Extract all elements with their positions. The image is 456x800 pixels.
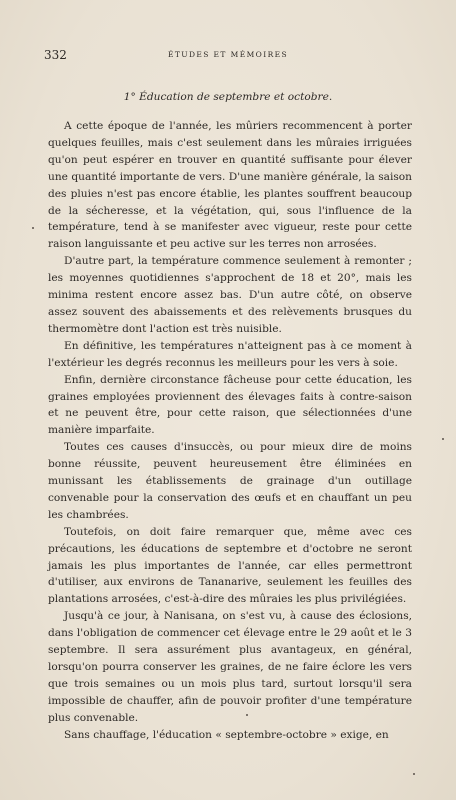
paper-speck: [32, 227, 34, 229]
paragraph: Sans chauffage, l'éducation « septembre-octobre » exige, en: [64, 728, 389, 741]
paragraph: Jusqu'à ce jour, à Nanisana, on s'est vu, à cause des éclosions, dans l'obligation de commencer cet élevage entre le 29 août et le 3 septembre. Il sera assurément plus avantageux, en général, lorsqu'on pourra conserver les graines, de ne faire éclore les vers que trois semaines ou un mois plus tard, surtout lorsqu'il sera impossible de chauffer, afin de pouvoir profiter d'une température plus convenable.: [48, 610, 412, 724]
running-head: ÉTUDES ET MÉMOIRES: [167, 50, 289, 59]
body-text: [48, 118, 412, 744]
paragraph: Toutes ces causes d'insuccès, ou pour mieux dire de moins bonne réussite, peuvent heureusement être éliminées en munissant les établissements de grainage d'un outillage convenable pour la conservation des œufs et en chauffant un peu les chambrées.: [48, 441, 412, 521]
paragraph: Toutefois, on doit faire remarquer que, même avec ces précautions, les éducations de septembre et d'octobre ne seront jamais les plus importantes de l'année, car elles permettront d'utiliser, aux environs de Tananarive, seulement les feuilles des plantations arrosées, c'est-à-dire des mûraies les plus privilégiées.: [48, 525, 412, 606]
paragraph: Enfin, dernière circonstance fâcheuse pour cette éducation, les graines employées proviennent des élevages faits à contre-saison et ne peuvent être, pour cette raison, que sélectionnées d'une manière imparfaite.: [48, 373, 412, 437]
page-number: 332: [44, 48, 67, 62]
paper-speck: [413, 773, 415, 775]
page-header: [44, 48, 412, 64]
paragraph: En définitive, les températures n'atteignent pas à ce moment à l'extérieur les degrés reconnus les meilleurs pour les vers à soie.: [48, 339, 412, 369]
paper-speck: [442, 438, 444, 440]
paragraph: D'autre part, la température commence seulement à remonter ; les moyennes quotidiennes s'approchent de 18 et 20°, mais les minima restent encore assez bas. D'un autre côté, on observe assez souvent des abaissements et des relèvements brusques du thermomètre dont l'action est très nuisible.: [48, 255, 412, 335]
section-title: 1° Éducation de septembre et octobre.: [123, 91, 333, 103]
paragraph: A cette époque de l'année, les mûriers recommencent à porter quelques feuilles, mais c'est seulement dans les mûraies irriguées qu'on peut espérer en trouver en quantité suffisante pour élever une quantité importante de vers. D'une manière générale, la saison des pluies n'est pas encore établie, les plantes souffrent beaucoup de la sécheresse, et la végétation, qui, sous l'influence de la température, tend à se manifester avec vigueur, reste pour cette raison languissante et peu active sur les terres non arrosées.: [48, 120, 412, 251]
paper-speck: [246, 714, 248, 716]
